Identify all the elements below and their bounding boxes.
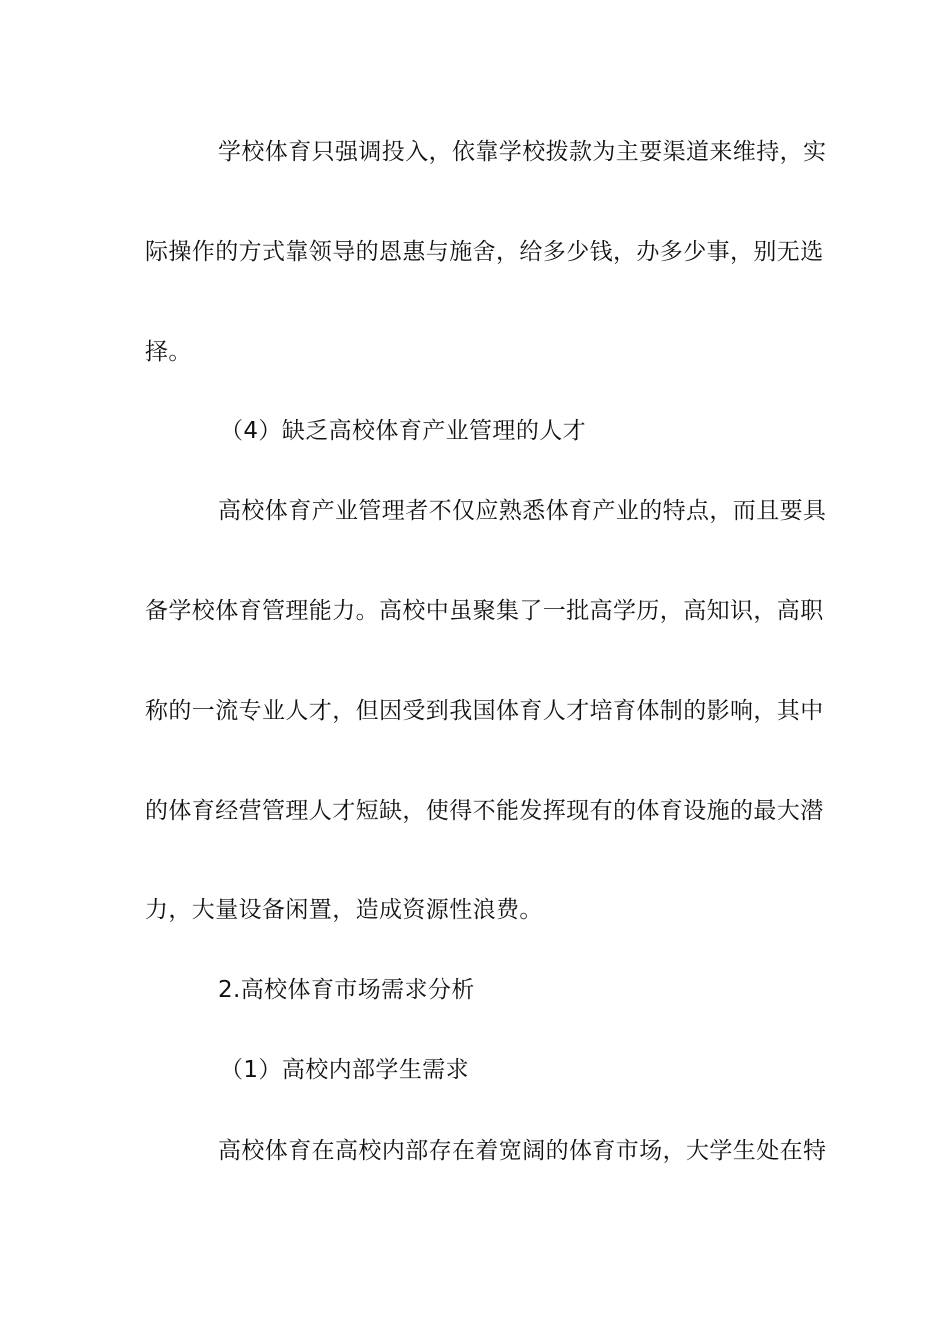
- paragraph-line: 学校体育只强调投入，依靠学校拨款为主要渠道来维持，实: [218, 139, 827, 165]
- paragraph-line: 择。: [145, 339, 192, 365]
- paragraph-line: 力，大量设备闲置，造成资源性浪费。: [145, 897, 543, 923]
- paragraph-line: 备学校体育管理能力。高校中虽聚集了一批高学历，高知识，高职: [145, 598, 824, 624]
- paragraph-line: 高校体育产业管理者不仅应熟悉体育产业的特点，而且要具: [218, 498, 827, 524]
- subsection-heading: （1）高校内部学生需求: [220, 1057, 470, 1083]
- paragraph-line: 高校体育在高校内部存在着宽阔的体育市场，大学生处在特: [218, 1138, 827, 1164]
- paragraph-line: 的体育经营管理人才短缺，使得不能发挥现有的体育设施的最大潜: [145, 798, 824, 824]
- section-heading: （4）缺乏高校体育产业管理的人才: [220, 418, 587, 444]
- paragraph-line: 称的一流专业人才，但因受到我国体育人才培育体制的影响，其中: [145, 698, 824, 724]
- paragraph-line: 际操作的方式靠领导的恩惠与施舍，给多少钱，办多少事，别无选: [145, 239, 824, 265]
- section-heading: 2.高校体育市场需求分析: [218, 977, 475, 1003]
